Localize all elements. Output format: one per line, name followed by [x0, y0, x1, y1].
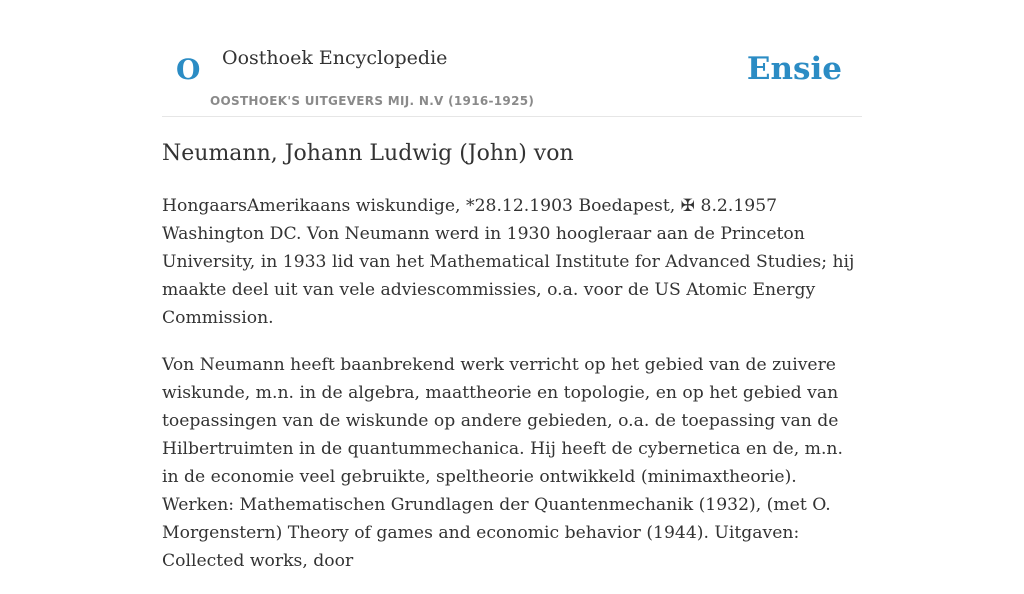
entry-paragraph: Von Neumann heeft baanbrekend werk verricht op het gebied van de zuivere wiskunde, m.n. in de algebra, maattheorie en topologie, en op het gebied van toepassingen van de wiskunde op andere gebieden, o.a. de toepassing van de Hilbertruimten in de quantummechanica. Hij heeft de cybernetica en de, m.n. in de economie veel gebruikte, speltheorie ontwikkeld (minimaxtheorie). Werken: Mathematischen Grundlagen der Quantenmechanik (1932), (met O. Morgenstern) Theory of games and economic behavior (1944). Uitgaven: Collected works, door [162, 355, 843, 571]
entry-title: Neumann, Johann Ludwig (John) von [162, 141, 574, 166]
site-header [162, 0, 862, 117]
entry-body [162, 192, 862, 594]
book-title-link[interactable]: Oosthoek Encyclopedie [222, 47, 448, 69]
entry-paragraph: HongaarsAmerikaans wiskundige, *28.12.1903 Boedapest, ✠ 8.2.1957 Washington DC. Von Neumann werd in 1930 hoogleraar aan de Princeton University, in 1933 lid van het Mathematical Institute for Advanced Studies; hij maakte deel uit van vele adviescommissies, o.a. voor de US Atomic Energy Commission. [162, 196, 855, 328]
ensie-logo-link[interactable]: Ensie [746, 51, 842, 87]
publisher-label: OOSTHOEK'S UITGEVERS MIJ. N.V (1916-1925) [210, 94, 535, 108]
book-logo[interactable]: O [176, 53, 201, 86]
